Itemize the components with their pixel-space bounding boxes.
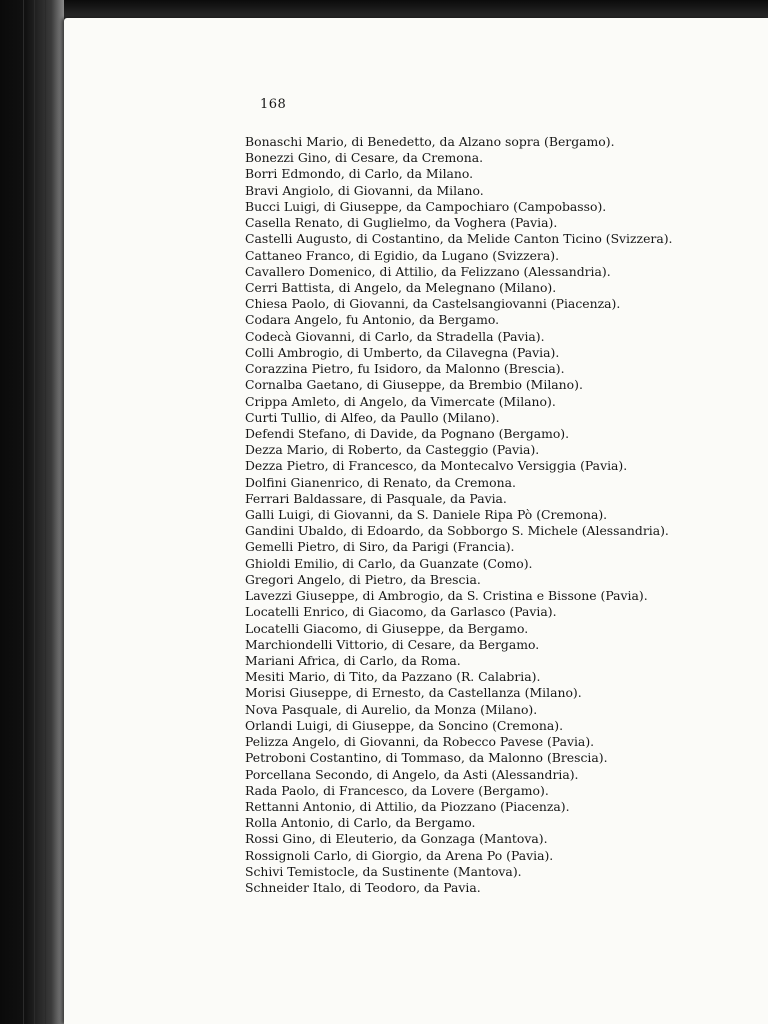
list-item: Gandini Ubaldo, di Edoardo, da Sobborgo S. Michele (Alessandria).	[245, 523, 669, 539]
list-item: Gregori Angelo, di Pietro, da Brescia.	[245, 571, 481, 587]
list-item: Ferrari Baldassare, di Pasquale, da Pavia.	[245, 490, 507, 506]
list-item: Colli Ambrogio, di Umberto, da Cilavegna (Pavia).	[245, 344, 560, 360]
list-item: Bucci Luigi, di Giuseppe, da Campochiaro (Campobasso).	[245, 198, 607, 214]
list-item: Schneider Italo, di Teodoro, da Pavia.	[245, 880, 481, 896]
list-item: Dezza Pietro, di Francesco, da Montecalvo Versiggia (Pavia).	[245, 458, 628, 474]
list-item: Lavezzi Giuseppe, di Ambrogio, da S. Cristina e Bissone (Pavia).	[245, 588, 648, 604]
list-item: Gemelli Pietro, di Siro, da Parigi (Francia).	[245, 539, 515, 555]
list-item: Orlandi Luigi, di Giuseppe, da Soncino (Cremona).	[245, 717, 564, 733]
list-item: Curti Tullio, di Alfeo, da Paullo (Milano).	[245, 409, 500, 425]
list-item: Mariani Africa, di Carlo, da Roma.	[245, 653, 461, 668]
list-item: Borri Edmondo, di Carlo, da Milano.	[245, 166, 474, 182]
list-item: Defendi Stefano, di Davide, da Pognano (Bergamo).	[245, 425, 570, 441]
list-item: Casella Renato, di Guglielmo, da Voghera (Pavia).	[245, 215, 558, 231]
list-item: Mesiti Mario, di Tito, da Pazzano (R. Calabria).	[245, 669, 541, 685]
list-item: Locatelli Enrico, di Giacomo, da Garlasco (Pavia).	[245, 604, 557, 620]
list-item: Rettanni Antonio, di Attilio, da Piozzano (Piacenza).	[245, 798, 570, 814]
book-binding	[18, 0, 48, 1024]
list-item: Dolfini Gianenrico, di Renato, da Cremona.	[245, 474, 516, 490]
page-number: 168	[260, 97, 287, 112]
list-item: Rada Paolo, di Francesco, da Lovere (Bergamo).	[245, 782, 549, 798]
list-item: Crippa Amleto, di Angelo, da Vimercate (Milano).	[245, 393, 556, 409]
list-item: Dezza Mario, di Roberto, da Casteggio (Pavia).	[245, 442, 540, 458]
list-item: Bravi Angiolo, di Giovanni, da Milano.	[245, 182, 484, 198]
name-list	[245, 134, 673, 896]
list-item: Pelizza Angelo, di Giovanni, da Robecco Pavese (Pavia).	[245, 734, 595, 750]
list-item: Schivi Temistocle, da Sustinente (Mantova).	[245, 863, 522, 879]
list-item: Nova Pasquale, di Aurelio, da Monza (Milano).	[245, 701, 538, 717]
list-item: Cattaneo Franco, di Egidio, da Lugano (Svizzera).	[245, 247, 560, 263]
list-item: Chiesa Paolo, di Giovanni, da Castelsangiovanni (Piacenza).	[245, 296, 621, 312]
list-item: Cornalba Gaetano, di Giuseppe, da Brembio (Milano).	[245, 377, 583, 393]
list-item: Codara Angelo, fu Antonio, da Bergamo.	[245, 312, 500, 328]
list-item: Bonezzi Gino, di Cesare, da Cremona.	[245, 150, 484, 166]
list-item: Morisi Giuseppe, di Ernesto, da Castellanza (Milano).	[245, 685, 582, 701]
list-item: Bonaschi Mario, di Benedetto, da Alzano sopra (Bergamo).	[245, 134, 615, 149]
list-item: Castelli Augusto, di Costantino, da Melide Canton Ticino (Svizzera).	[245, 231, 673, 247]
list-item: Rossi Gino, di Eleuterio, da Gonzaga (Mantova).	[245, 831, 548, 847]
list-item: Codecà Giovanni, di Carlo, da Stradella (Pavia).	[245, 328, 545, 344]
list-item: Petroboni Costantino, di Tommaso, da Malonno (Brescia).	[245, 750, 608, 766]
list-item: Cavallero Domenico, di Attilio, da Felizzano (Alessandria).	[245, 263, 611, 279]
list-item: Ghioldi Emilio, di Carlo, da Guanzate (Como).	[245, 555, 533, 571]
list-item: Galli Luigi, di Giovanni, da S. Daniele Ripa Pò (Cremona).	[245, 507, 608, 523]
list-item: Locatelli Giacomo, di Giuseppe, da Bergamo.	[245, 620, 529, 636]
list-item: Porcellana Secondo, di Angelo, da Asti (Alessandria).	[245, 766, 579, 782]
list-item: Corazzina Pietro, fu Isidoro, da Malonno (Brescia).	[245, 361, 565, 377]
list-item: Cerri Battista, di Angelo, da Melegnano (Milano).	[245, 279, 557, 295]
list-item: Rolla Antonio, di Carlo, da Bergamo.	[245, 815, 476, 831]
list-item: Marchiondelli Vittorio, di Cesare, da Bergamo.	[245, 636, 540, 652]
list-item: Rossignoli Carlo, di Giorgio, da Arena Po (Pavia).	[245, 847, 554, 863]
